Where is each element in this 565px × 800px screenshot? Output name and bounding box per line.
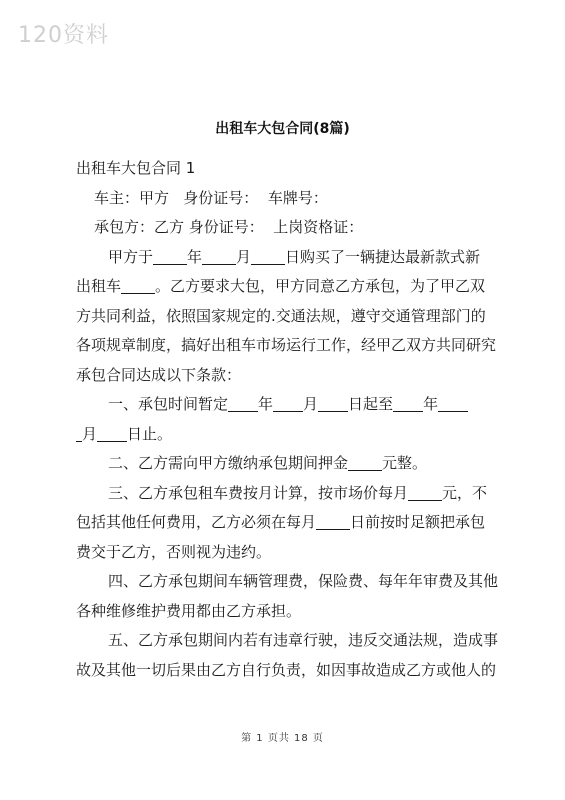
owner-line-text: 车主：甲方 身份证号： 车牌号： bbox=[94, 188, 328, 207]
clause-text: 一、承包时间暂定 bbox=[108, 395, 229, 413]
clause-3-line-2 bbox=[76, 508, 506, 538]
blank-field bbox=[97, 424, 127, 442]
blank-field bbox=[273, 394, 303, 412]
clause-4-line-1: 四、乙方承包期间车辆管理费，保险费、每年年审费及其他 bbox=[108, 572, 499, 590]
intro-text: 出租车 bbox=[76, 277, 122, 295]
clause-text: 日起至 bbox=[348, 395, 394, 413]
intro-line-2 bbox=[76, 272, 506, 302]
blank-field bbox=[202, 247, 236, 265]
clause-3-line-3: 费交于乙方，否则视为违约。 bbox=[76, 542, 272, 561]
intro-text: 月 bbox=[236, 247, 252, 266]
clause-text: 二、乙方需向甲方缴纳承包期间押金 bbox=[108, 454, 349, 472]
contractor-line-text: 承包方：乙方 身份证号： 上岗资格证： bbox=[94, 218, 364, 236]
blank-field bbox=[153, 247, 187, 265]
clause-3-line-1 bbox=[76, 479, 506, 509]
clause-1-line-2 bbox=[76, 420, 506, 450]
section-heading: 出租车大包合同 1 bbox=[76, 159, 196, 177]
clause-2-line-1 bbox=[76, 449, 506, 479]
clause-text: 日前按时足额把承包 bbox=[350, 513, 486, 531]
intro-text: 日购买了一辆捷达最新款式新 bbox=[285, 247, 481, 266]
intro-line-5: 承包合同达成以下条款： bbox=[76, 365, 242, 384]
intro-line-3: 方共同利益，依照国家规定的.交通法规，遵守交通管理部门的 bbox=[76, 306, 486, 325]
blank-field bbox=[228, 394, 258, 412]
document-body bbox=[76, 154, 506, 685]
clause-5-line-2: 故及其他一切后果由乙方自行负责，如因事故造成乙方或他人的 bbox=[76, 660, 497, 679]
watermark: 120资料 bbox=[18, 23, 109, 48]
owner-line bbox=[76, 184, 506, 214]
intro-line-1 bbox=[76, 243, 506, 273]
clause-text: 月 bbox=[303, 395, 319, 413]
intro-text: 甲方于 bbox=[108, 247, 154, 266]
clause-4-line-2: 各种维修维护费用都由乙方承担。 bbox=[76, 601, 302, 620]
clause-text: 包括其他任何费用，乙方必须在每月 bbox=[76, 513, 317, 531]
clause-1-line-1 bbox=[76, 390, 506, 420]
blank-field bbox=[316, 512, 350, 530]
clause-text: 三、乙方承包租车费按月计算，按市场价每月 bbox=[108, 483, 409, 502]
clause-text: 日止。 bbox=[127, 424, 173, 443]
clause-text: 年 bbox=[258, 395, 274, 413]
blank-field bbox=[408, 483, 442, 501]
blank-field bbox=[251, 247, 285, 265]
intro-text: 。乙方要求大包，甲方同意乙方承包，为了甲乙双 bbox=[155, 277, 486, 295]
clause-text: 元，不 bbox=[442, 483, 488, 502]
intro-line-4: 各项规章制度，搞好出租车市场运行工作，经甲乙双方共同研究 bbox=[76, 336, 497, 354]
blank-field bbox=[393, 394, 423, 412]
clause-5-line-1: 五、乙方承包期间内若有违章行驶，违反交通法规，造成事 bbox=[108, 631, 499, 649]
blank-field bbox=[318, 394, 348, 412]
clause-text: 元整。 bbox=[382, 454, 428, 472]
intro-text: 年 bbox=[187, 247, 203, 266]
contractor-line bbox=[76, 213, 506, 243]
blank-field bbox=[348, 453, 382, 471]
clause-text: 月 bbox=[82, 424, 98, 443]
blank-field bbox=[121, 276, 155, 294]
clause-text: 年 bbox=[423, 395, 439, 413]
page-footer: 第 1 页共 18 页 bbox=[241, 733, 324, 744]
blank-field bbox=[438, 394, 468, 412]
document-title: 出租车大包合同(8篇) bbox=[215, 121, 350, 137]
